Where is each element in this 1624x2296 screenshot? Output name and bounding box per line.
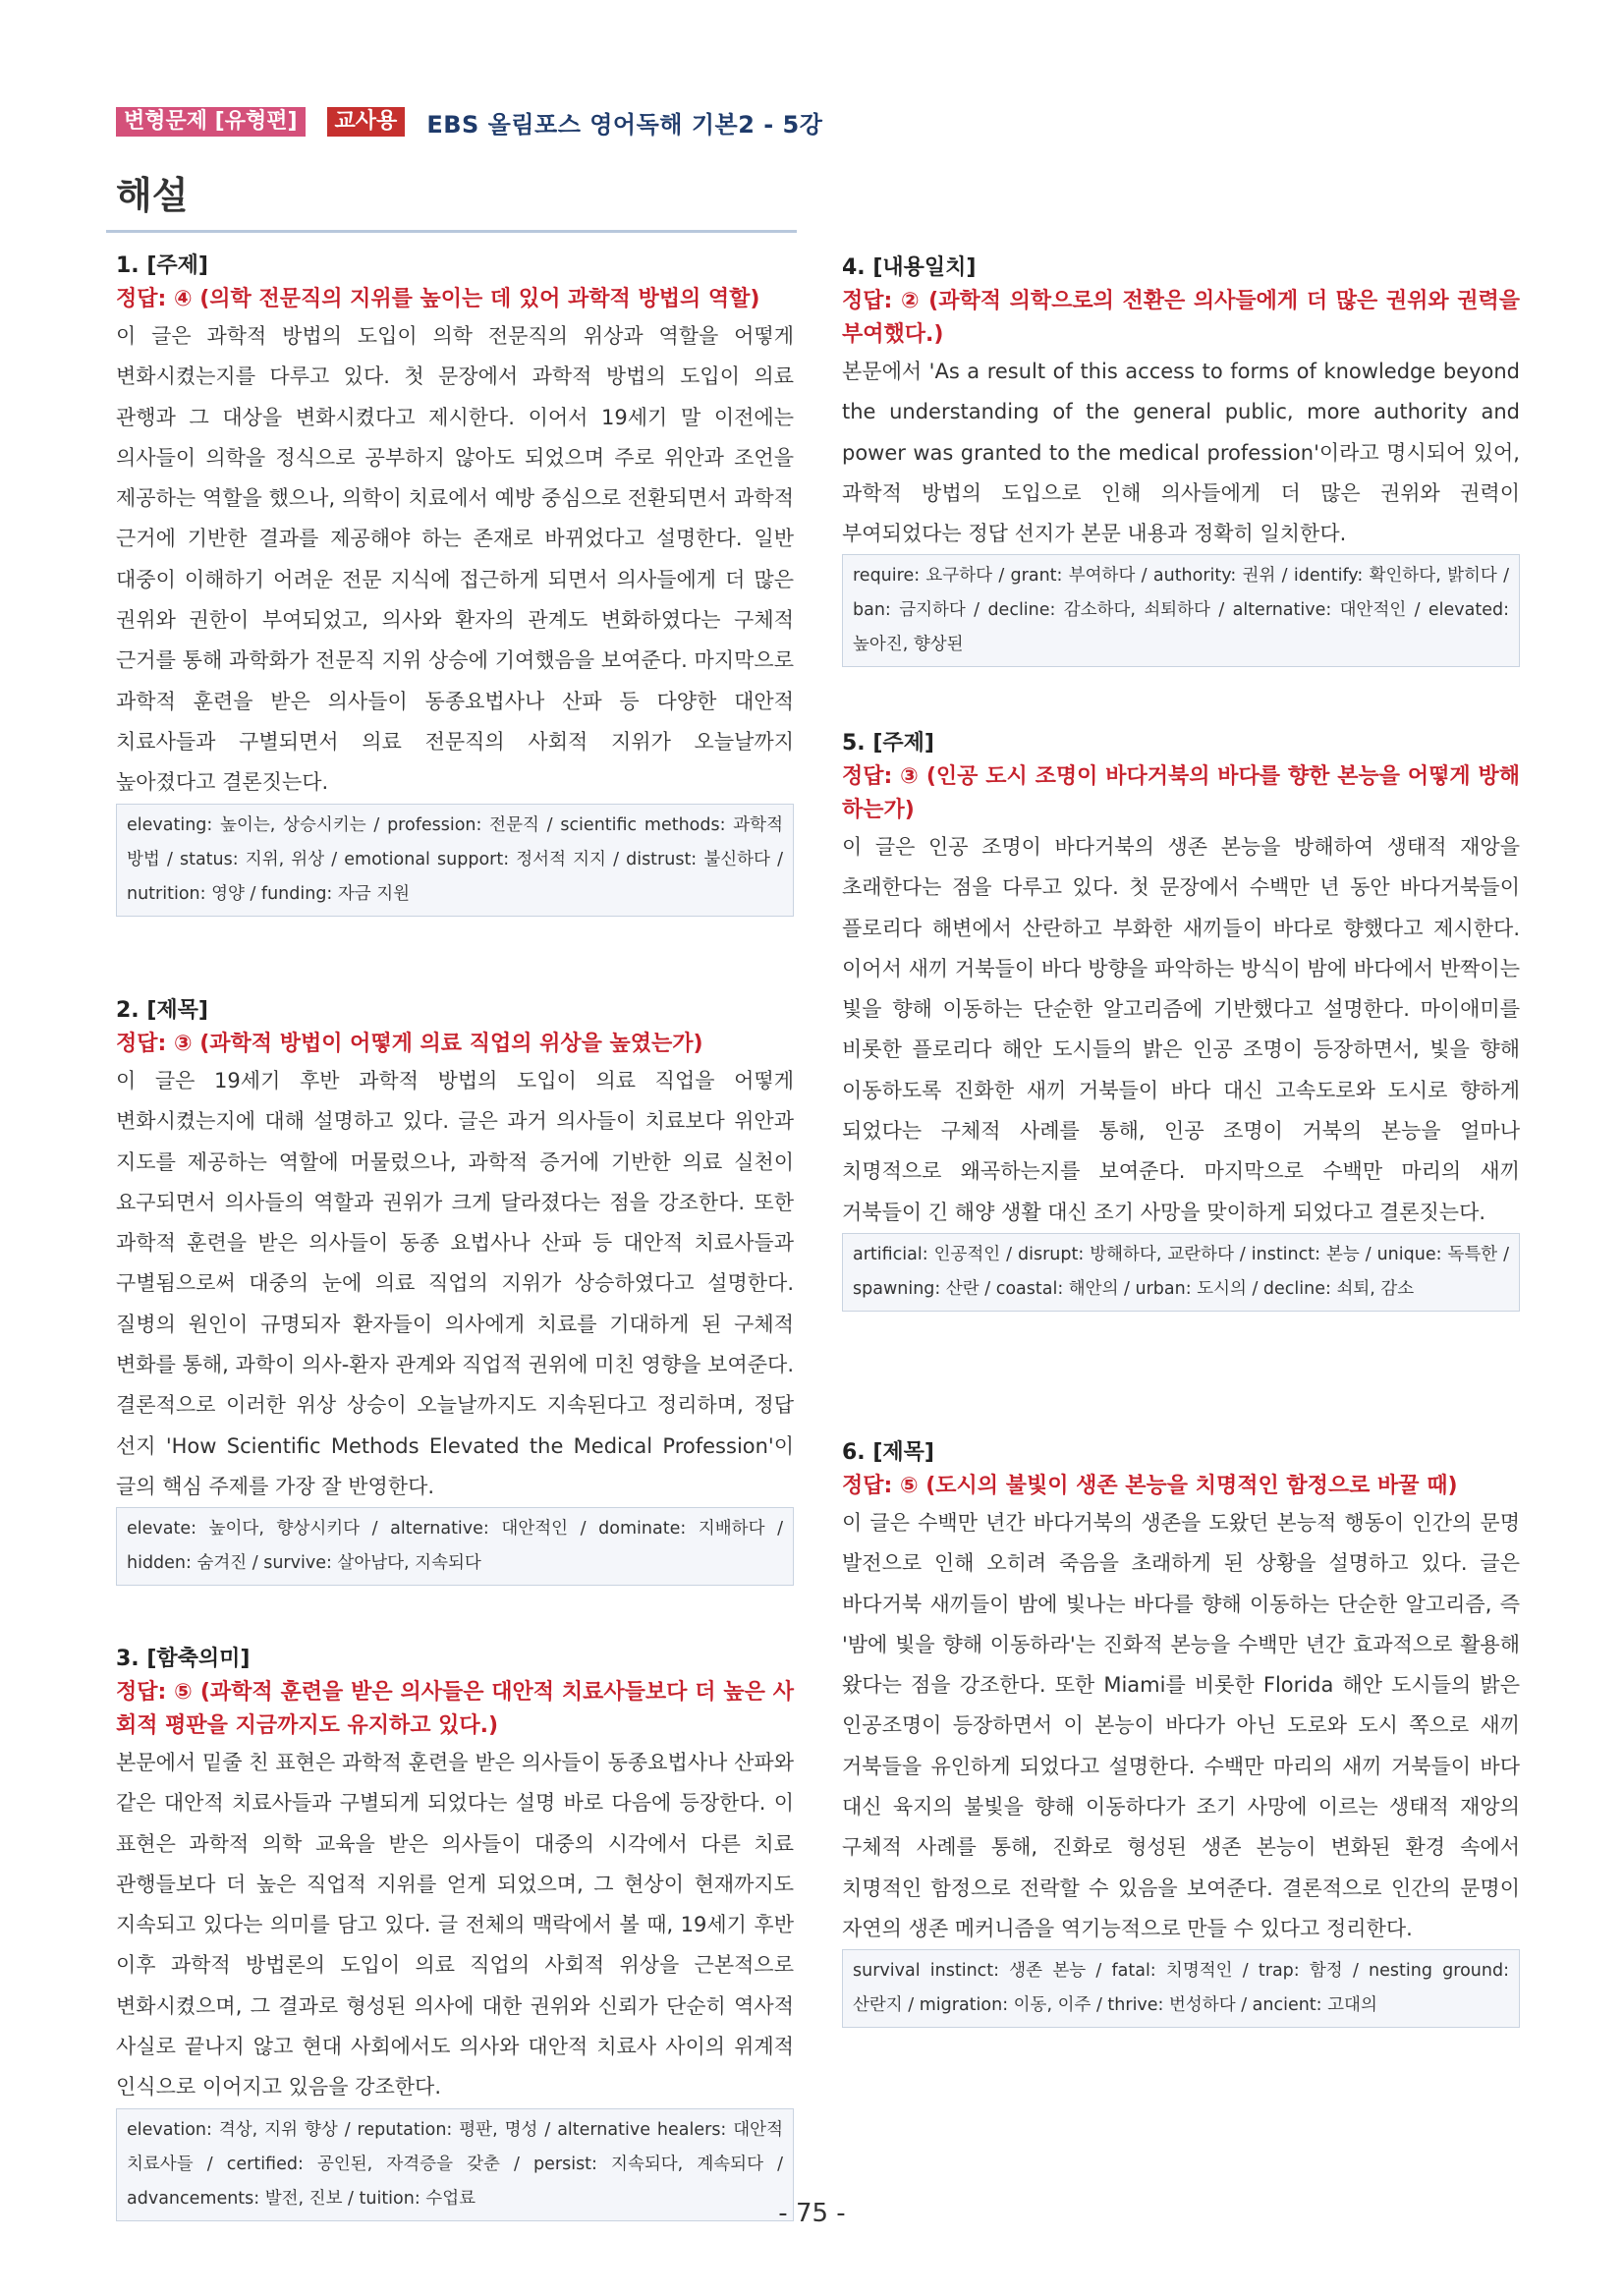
- vocabulary-box: elevate: 높이다, 향상시키다 / alternative: 대안적인 / dominate: 지배하다 / hidden: 숨겨진 / survive: 살아남다, 지속되다: [116, 1507, 794, 1586]
- section-title: 2. [제목]: [116, 998, 208, 1023]
- title-divider: [106, 230, 797, 233]
- section-2: [116, 994, 794, 1586]
- section-5: [842, 727, 1520, 1312]
- explanation-text: 본문에서 밑줄 친 표현은 과학적 훈련을 받은 의사들이 동종요법사나 산파와 같은 대안적 치료사들과 구별되게 되었다는 설명 바로 다음에 등장한다. 이 표현은 과학적 의학 교육을 받은 의사들이 대중의 시각에서 다른 치료 관행들보다 더 높은 직업적 지위를 얻게 되었으며, 그 현상이 현재까지도 지속되고 있다는 의미를 담고 있다. 글 전체의 맥락에서 볼 때, 19세기 후반 이후 과학적 방법론의 도입이 의료 직업의 사회적 위상을 근본적으로 변화시켰으며, 그 결과로 형성된 의사에 대한 권위와 신뢰가 단순히 역사적 사실로 끝나지 않고 현대 사회에서도 의사와 대안적 치료사 사이의 위계적 인식으로 이어지고 있음을 강조한다.: [116, 1751, 794, 2100]
- explanation-text: 이 글은 인공 조명이 바다거북의 생존 본능을 방해하여 생태적 재앙을 초래한다는 점을 다루고 있다. 첫 문장에서 수백만 년 동안 바다거북들이 플로리다 해변에서 산란하고 부화한 새끼들이 바다로 향했다고 제시한다. 이어서 새끼 거북들이 바다 방향을 파악하는 방식이 밤에 바다에서 반짝이는 빛을 향해 이동하는 단순한 알고리즘에 기반했다고 설명한다. 마이애미를 비롯한 플로리다 해안 도시들의 밝은 인공 조명이 등장하면서, 빛을 향해 이동하도록 진화한 새끼 거북들이 바다 대신 고속도로와 도시로 향하게 되었다는 구체적 사례를 통해, 인공 조명이 거북의 본능을 얼마나 치명적으로 왜곡하는지를 보여준다. 마지막으로 수백만 마리의 새끼 거북들이 긴 해양 생활 대신 조기 사망을 맞이하게 되었다고 결론짓는다.: [842, 835, 1520, 1224]
- header-title: EBS 올림포스 영어독해 기본2 - 5강: [426, 110, 823, 139]
- worksheet-type-badge: 변형문제 [유형편]: [116, 107, 306, 137]
- section-title: 3. [함축의미]: [116, 1647, 251, 1671]
- explanation-text: 이 글은 과학적 방법의 도입이 의학 전문직의 위상과 역할을 어떻게 변화시켰는지를 다루고 있다. 첫 문장에서 과학적 방법의 도입이 의료 관행과 그 대상을 변화시켰다고 제시한다. 이어서 19세기 말 이전에는 의사들이 의학을 정식으로 공부하지 않아도 되었으며 주로 위안과 조언을 제공하는 역할을 했으나, 의학이 치료에서 예방 중심으로 전환되면서 과학적 근거에 기반한 결과를 제공해야 하는 존재로 바뀌었다고 설명한다. 일반 대중이 이해하기 어려운 전문 지식에 접근하게 되면서 의사들에게 더 많은 권위와 권한이 부여되었고, 의사와 환자의 관계도 변화하였다는 구체적 근거를 통해 과학화가 전문직 지위 상승에 기여했음을 보여준다. 마지막으로 과학적 훈련을 받은 의사들이 동종요법사나 산파 등 다양한 대안적 치료사들과 구별되면서 의료 전문직의 사회적 지위가 오늘날까지 높아졌다고 결론짓는다.: [116, 324, 794, 795]
- page-title: 해설: [116, 174, 189, 217]
- teacher-badge: 교사용: [327, 107, 406, 137]
- answer-line: 정답: ⑤ (과학적 훈련을 받은 의사들은 대안적 치료사들보다 더 높은 사회적 평판을 지금까지도 유지하고 있다.): [116, 1680, 794, 1738]
- vocabulary-box: elevating: 높이는, 상승시키는 / profession: 전문직 / scientific methods: 과학적 방법 / status: 지위, 위상 / emotional support: 정서적 지지 / distrust: 불신하다 / nutrition: 영양 / funding: 자금 지원: [116, 804, 794, 917]
- section-title: 6. [제목]: [842, 1440, 934, 1465]
- section-4: [842, 252, 1520, 667]
- answer-line: 정답: ④ (의학 전문직의 지위를 높이는 데 있어 과학적 방법의 역할): [116, 287, 760, 311]
- section-3: [116, 1643, 794, 2221]
- section-6: [842, 1436, 1520, 2028]
- explanation-text: 본문에서 'As a result of this access to forms of knowledge beyond the understanding of the general public, more authority and power was granted to the medical profession'이라고 명시되어 있어, 과학적 방법의 도입으로 인해 의사들에게 더 많은 권위와 권력이 부여되었다는 정답 선지가 본문 내용과 정확히 일치한다.: [842, 360, 1520, 546]
- answer-line: 정답: ② (과학적 의학으로의 전환은 의사들에게 더 많은 권위와 권력을 부여했다.): [842, 289, 1520, 347]
- page-number: - 75 -: [778, 2199, 846, 2228]
- section-title: 4. [내용일치]: [842, 255, 977, 280]
- explanation-text: 이 글은 수백만 년간 바다거북의 생존을 도왔던 본능적 행동이 인간의 문명 발전으로 인해 오히려 죽음을 초래하게 된 상황을 설명하고 있다. 글은 바다거북 새끼들이 밤에 빛나는 바다를 향해 이동하는 단순한 알고리즘, 즉 '밤에 빛을 향해 이동하라'는 진화적 본능을 수백만 년간 효과적으로 활용해 왔다는 점을 강조한다. 또한 Miami를 비롯한 Florida 해안 도시들의 밝은 인공조명이 등장하면서 이 본능이 바다가 아닌 도로와 도시 쪽으로 새끼 거북들을 유인하게 되었다고 설명한다. 수백만 마리의 새끼 거북들이 바다 대신 육지의 불빛을 향해 이동하다가 조기 사망에 이르는 생태적 재앙의 구체적 사례를 통해, 진화로 형성된 생존 본능이 변화된 환경 속에서 치명적인 함정으로 전락할 수 있음을 보여준다. 결론적으로 인간의 문명이 자연의 생존 메커니즘을 역기능적으로 만들 수 있다고 정리한다.: [842, 1511, 1520, 1940]
- header: [116, 106, 822, 138]
- vocabulary-box: artificial: 인공적인 / disrupt: 방해하다, 교란하다 / instinct: 본능 / unique: 독특한 / spawning: 산란 / coastal: 해안의 / urban: 도시의 / decline: 쇠퇴, 감소: [842, 1233, 1520, 1312]
- explanation-text: 이 글은 19세기 후반 과학적 방법의 도입이 의료 직업을 어떻게 변화시켰는지에 대해 설명하고 있다. 글은 과거 의사들이 치료보다 위안과 지도를 제공하는 역할에 머물렀으나, 과학적 증거에 기반한 의료 실천이 요구되면서 의사들의 역할과 권위가 크게 달라졌다는 점을 강조한다. 또한 과학적 훈련을 받은 의사들이 동종 요법사나 산파 등 대안적 치료사들과 구별됨으로써 대중의 눈에 의료 직업의 지위가 상승하였다고 설명한다. 질병의 원인이 규명되자 환자들이 의사에게 치료를 기대하게 된 구체적 변화를 통해, 과학이 의사-환자 관계와 직업적 권위에 미친 영향을 보여준다. 결론적으로 이러한 위상 상승이 오늘날까지도 지속된다고 정리하며, 정답 선지 'How Scientific Methods Elevated the Medical Profession'이 글의 핵심 주제를 가장 잘 반영한다.: [116, 1069, 794, 1498]
- vocabulary-box: elevation: 격상, 지위 향상 / reputation: 평판, 명성 / alternative healers: 대안적 치료사들 / certified: 공인된, 자격증을 갖춘 / persist: 지속되다, 계속되다 / advancements: 발전, 진보 / tuition: 수업료: [116, 2108, 794, 2221]
- section-title: 1. [주제]: [116, 253, 208, 278]
- section-title: 5. [주제]: [842, 731, 934, 756]
- section-1: [116, 250, 794, 917]
- vocabulary-box: require: 요구하다 / grant: 부여하다 / authority: 권위 / identify: 확인하다, 밝히다 / ban: 금지하다 / decline: 감소하다, 쇠퇴하다 / alternative: 대안적인 / elevated: 높아진, 향상된: [842, 554, 1520, 667]
- answer-line: 정답: ③ (인공 도시 조명이 바다거북의 바다를 향한 본능을 어떻게 방해하는가): [842, 764, 1520, 822]
- answer-line: 정답: ⑤ (도시의 불빛이 생존 본능을 치명적인 함정으로 바꿀 때): [842, 1474, 1458, 1498]
- vocabulary-box: survival instinct: 생존 본능 / fatal: 치명적인 / trap: 함정 / nesting ground: 산란지 / migration: 이동, 이주 / thrive: 번성하다 / ancient: 고대의: [842, 1949, 1520, 2028]
- answer-line: 정답: ③ (과학적 방법이 어떻게 의료 직업의 위상을 높였는가): [116, 1032, 703, 1056]
